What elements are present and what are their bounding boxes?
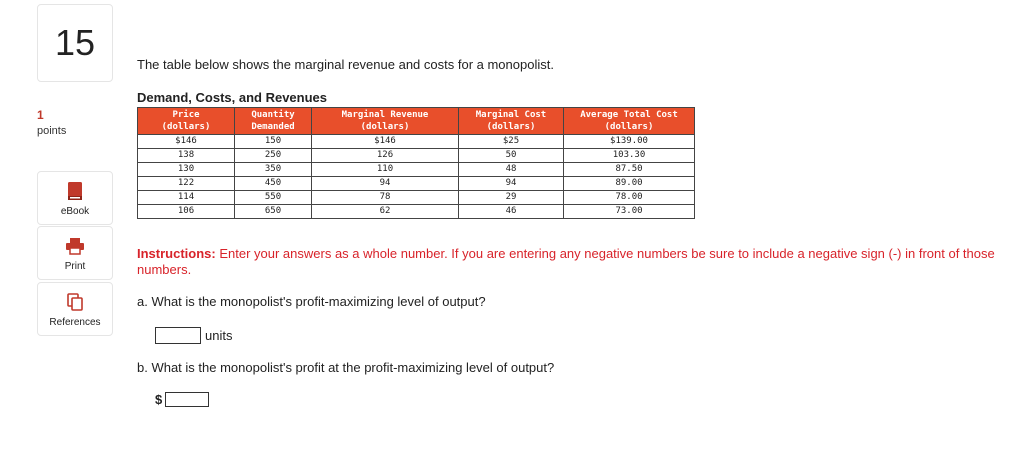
book-icon <box>67 180 83 202</box>
cell: 103.30 <box>564 149 695 163</box>
instructions <box>137 246 997 278</box>
cell: 87.50 <box>564 163 695 177</box>
cell: 150 <box>235 135 312 149</box>
cell: 48 <box>459 163 564 177</box>
cell: 94 <box>312 177 459 191</box>
header-quantity: Quantity Demanded <box>235 108 312 135</box>
print-button[interactable] <box>37 226 113 280</box>
answer-a-input[interactable] <box>155 327 201 344</box>
cell: $139.00 <box>564 135 695 149</box>
ebook-button[interactable] <box>37 171 113 225</box>
table-row <box>138 205 695 219</box>
question-b-text: b. What is the monopolist's profit at the profit-maximizing level of output? <box>137 360 555 375</box>
printer-icon <box>65 235 85 257</box>
cell: 62 <box>312 205 459 219</box>
cell: 550 <box>235 191 312 205</box>
cell: $25 <box>459 135 564 149</box>
cell: 350 <box>235 163 312 177</box>
question-number: 15 <box>37 4 113 82</box>
copy-icon <box>67 291 83 313</box>
references-button[interactable] <box>37 282 113 336</box>
cell: 78.00 <box>564 191 695 205</box>
table-row <box>138 135 695 149</box>
header-marginal-revenue: Marginal Revenue (dollars) <box>312 108 459 135</box>
cell: 450 <box>235 177 312 191</box>
points-label: points <box>37 125 67 137</box>
cell: 94 <box>459 177 564 191</box>
cell: 29 <box>459 191 564 205</box>
answer-a-row <box>155 327 232 344</box>
cell: 138 <box>138 149 235 163</box>
cell: 650 <box>235 205 312 219</box>
cell: 78 <box>312 191 459 205</box>
intro-text: The table below shows the marginal revenue and costs for a monopolist. <box>137 57 554 72</box>
cell: 126 <box>312 149 459 163</box>
cell: 110 <box>312 163 459 177</box>
cell: 114 <box>138 191 235 205</box>
header-marginal-cost: Marginal Cost (dollars) <box>459 108 564 135</box>
answer-a-unit: units <box>205 328 233 343</box>
table-row <box>138 191 695 205</box>
demand-costs-table <box>137 107 695 219</box>
table-row <box>138 163 695 177</box>
cell: 89.00 <box>564 177 695 191</box>
question-a-text: a. What is the monopolist's profit-maximizing level of output? <box>137 294 486 309</box>
cell: 106 <box>138 205 235 219</box>
cell: 250 <box>235 149 312 163</box>
references-label: References <box>49 316 101 328</box>
cell: $146 <box>312 135 459 149</box>
instructions-label: Instructions: <box>137 246 216 261</box>
cell: 130 <box>138 163 235 177</box>
cell: 73.00 <box>564 205 695 219</box>
table-title: Demand, Costs, and Revenues <box>137 90 327 105</box>
instructions-text: Enter your answers as a whole number. If you are entering any negative numbers be sure to include a negative sign (-) in front of those numbers. <box>137 246 995 277</box>
table-row <box>138 149 695 163</box>
ebook-label: eBook <box>60 205 90 217</box>
answer-b-input[interactable] <box>165 392 209 407</box>
answer-b-row <box>155 392 209 407</box>
cell: 50 <box>459 149 564 163</box>
table-row <box>138 177 695 191</box>
cell: 46 <box>459 205 564 219</box>
cell: 122 <box>138 177 235 191</box>
header-average-total-cost: Average Total Cost (dollars) <box>564 108 695 135</box>
answer-b-prefix: $ <box>155 392 163 407</box>
print-label: Print <box>64 260 86 272</box>
points-value: 1 <box>37 108 44 122</box>
cell: $146 <box>138 135 235 149</box>
table-header-row <box>138 108 695 135</box>
header-price: Price (dollars) <box>138 108 235 135</box>
